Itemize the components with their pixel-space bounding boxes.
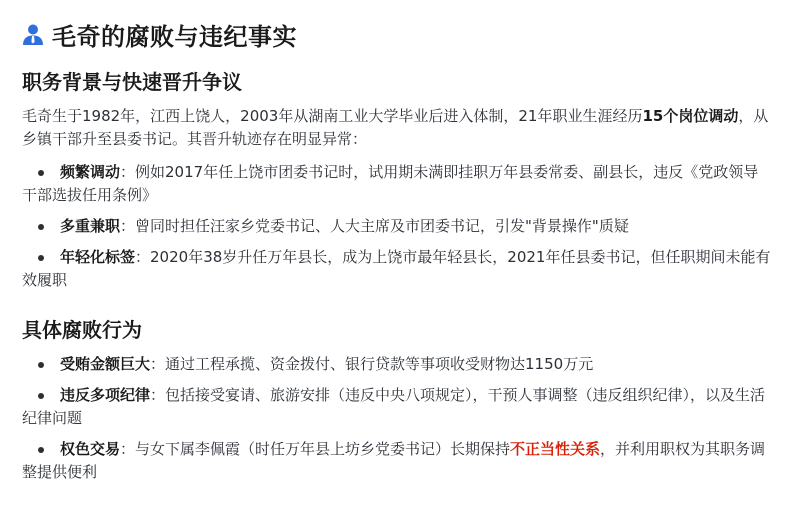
highlight-red-text: 不正当性关系 bbox=[510, 440, 601, 458]
list-item bbox=[22, 384, 773, 430]
list-item bbox=[22, 353, 773, 376]
bullet bbox=[38, 362, 44, 368]
item-text: ：例如2017年任上饶市团委书记时，试用期未满即挂职万年县委常委、副县长，违反《党政领导干部选拔任用条例》 bbox=[22, 163, 759, 204]
item-label: 年轻化标签 bbox=[60, 248, 136, 266]
item-text: ：通过工程承揽、资金拨付、银行贷款等事项收受财物达1150万元 bbox=[150, 355, 594, 373]
title-row bbox=[22, 16, 773, 52]
item-text: ：2020年38岁升任万年县长，成为上饶市最年轻县长，2021年任县委书记，但任职期间未能有效履职 bbox=[22, 248, 771, 289]
item-text-a: ：与女下属李佩霞（时任万年县上坊乡党委书记）长期保持 bbox=[120, 440, 511, 458]
intro-text-a: 毛奇生于1982年，江西上饶人，2003年从湖南工业大学毕业后进入体制，21年职业生涯经历 bbox=[22, 107, 643, 125]
page-title: 毛奇的腐败与违纪事实 bbox=[52, 22, 297, 51]
bullet bbox=[38, 170, 44, 176]
item-label: 违反多项纪律 bbox=[60, 386, 151, 404]
section-heading-corruption: 具体腐败行为 bbox=[22, 318, 142, 342]
intro-paragraph bbox=[22, 105, 773, 151]
item-text: ：曾同时担任汪家乡党委书记、人大主席及市团委书记，引发"背景操作"质疑 bbox=[120, 217, 629, 235]
intro-text-b: ，从乡镇干部升至县委书记。其晋升轨迹存在明显异常： bbox=[22, 107, 769, 148]
person-icon bbox=[22, 23, 44, 45]
bullet bbox=[38, 255, 44, 261]
bullet bbox=[38, 224, 44, 230]
intro-strong-text: 15个岗位调动 bbox=[642, 107, 739, 125]
list-item bbox=[22, 215, 773, 238]
background-list bbox=[22, 161, 773, 292]
list-item bbox=[22, 438, 773, 484]
bullet bbox=[38, 393, 44, 399]
item-label: 多重兼职 bbox=[60, 217, 121, 235]
item-label: 频繁调动 bbox=[60, 163, 121, 181]
corruption-list bbox=[22, 353, 773, 484]
item-label: 权色交易 bbox=[60, 440, 121, 458]
item-text: ：包括接受宴请、旅游安排（违反中央八项规定），干预人事调整（违反组织纪律），以及生活纪律问题 bbox=[22, 386, 766, 427]
item-text-b: ，并利用职权为其职务调整提供便利 bbox=[22, 440, 766, 481]
list-item bbox=[22, 161, 773, 207]
item-label: 受贿金额巨大 bbox=[60, 355, 151, 373]
section-heading-background: 职务背景与快速晋升争议 bbox=[22, 70, 242, 94]
list-item bbox=[22, 246, 773, 292]
bullet bbox=[38, 447, 44, 453]
